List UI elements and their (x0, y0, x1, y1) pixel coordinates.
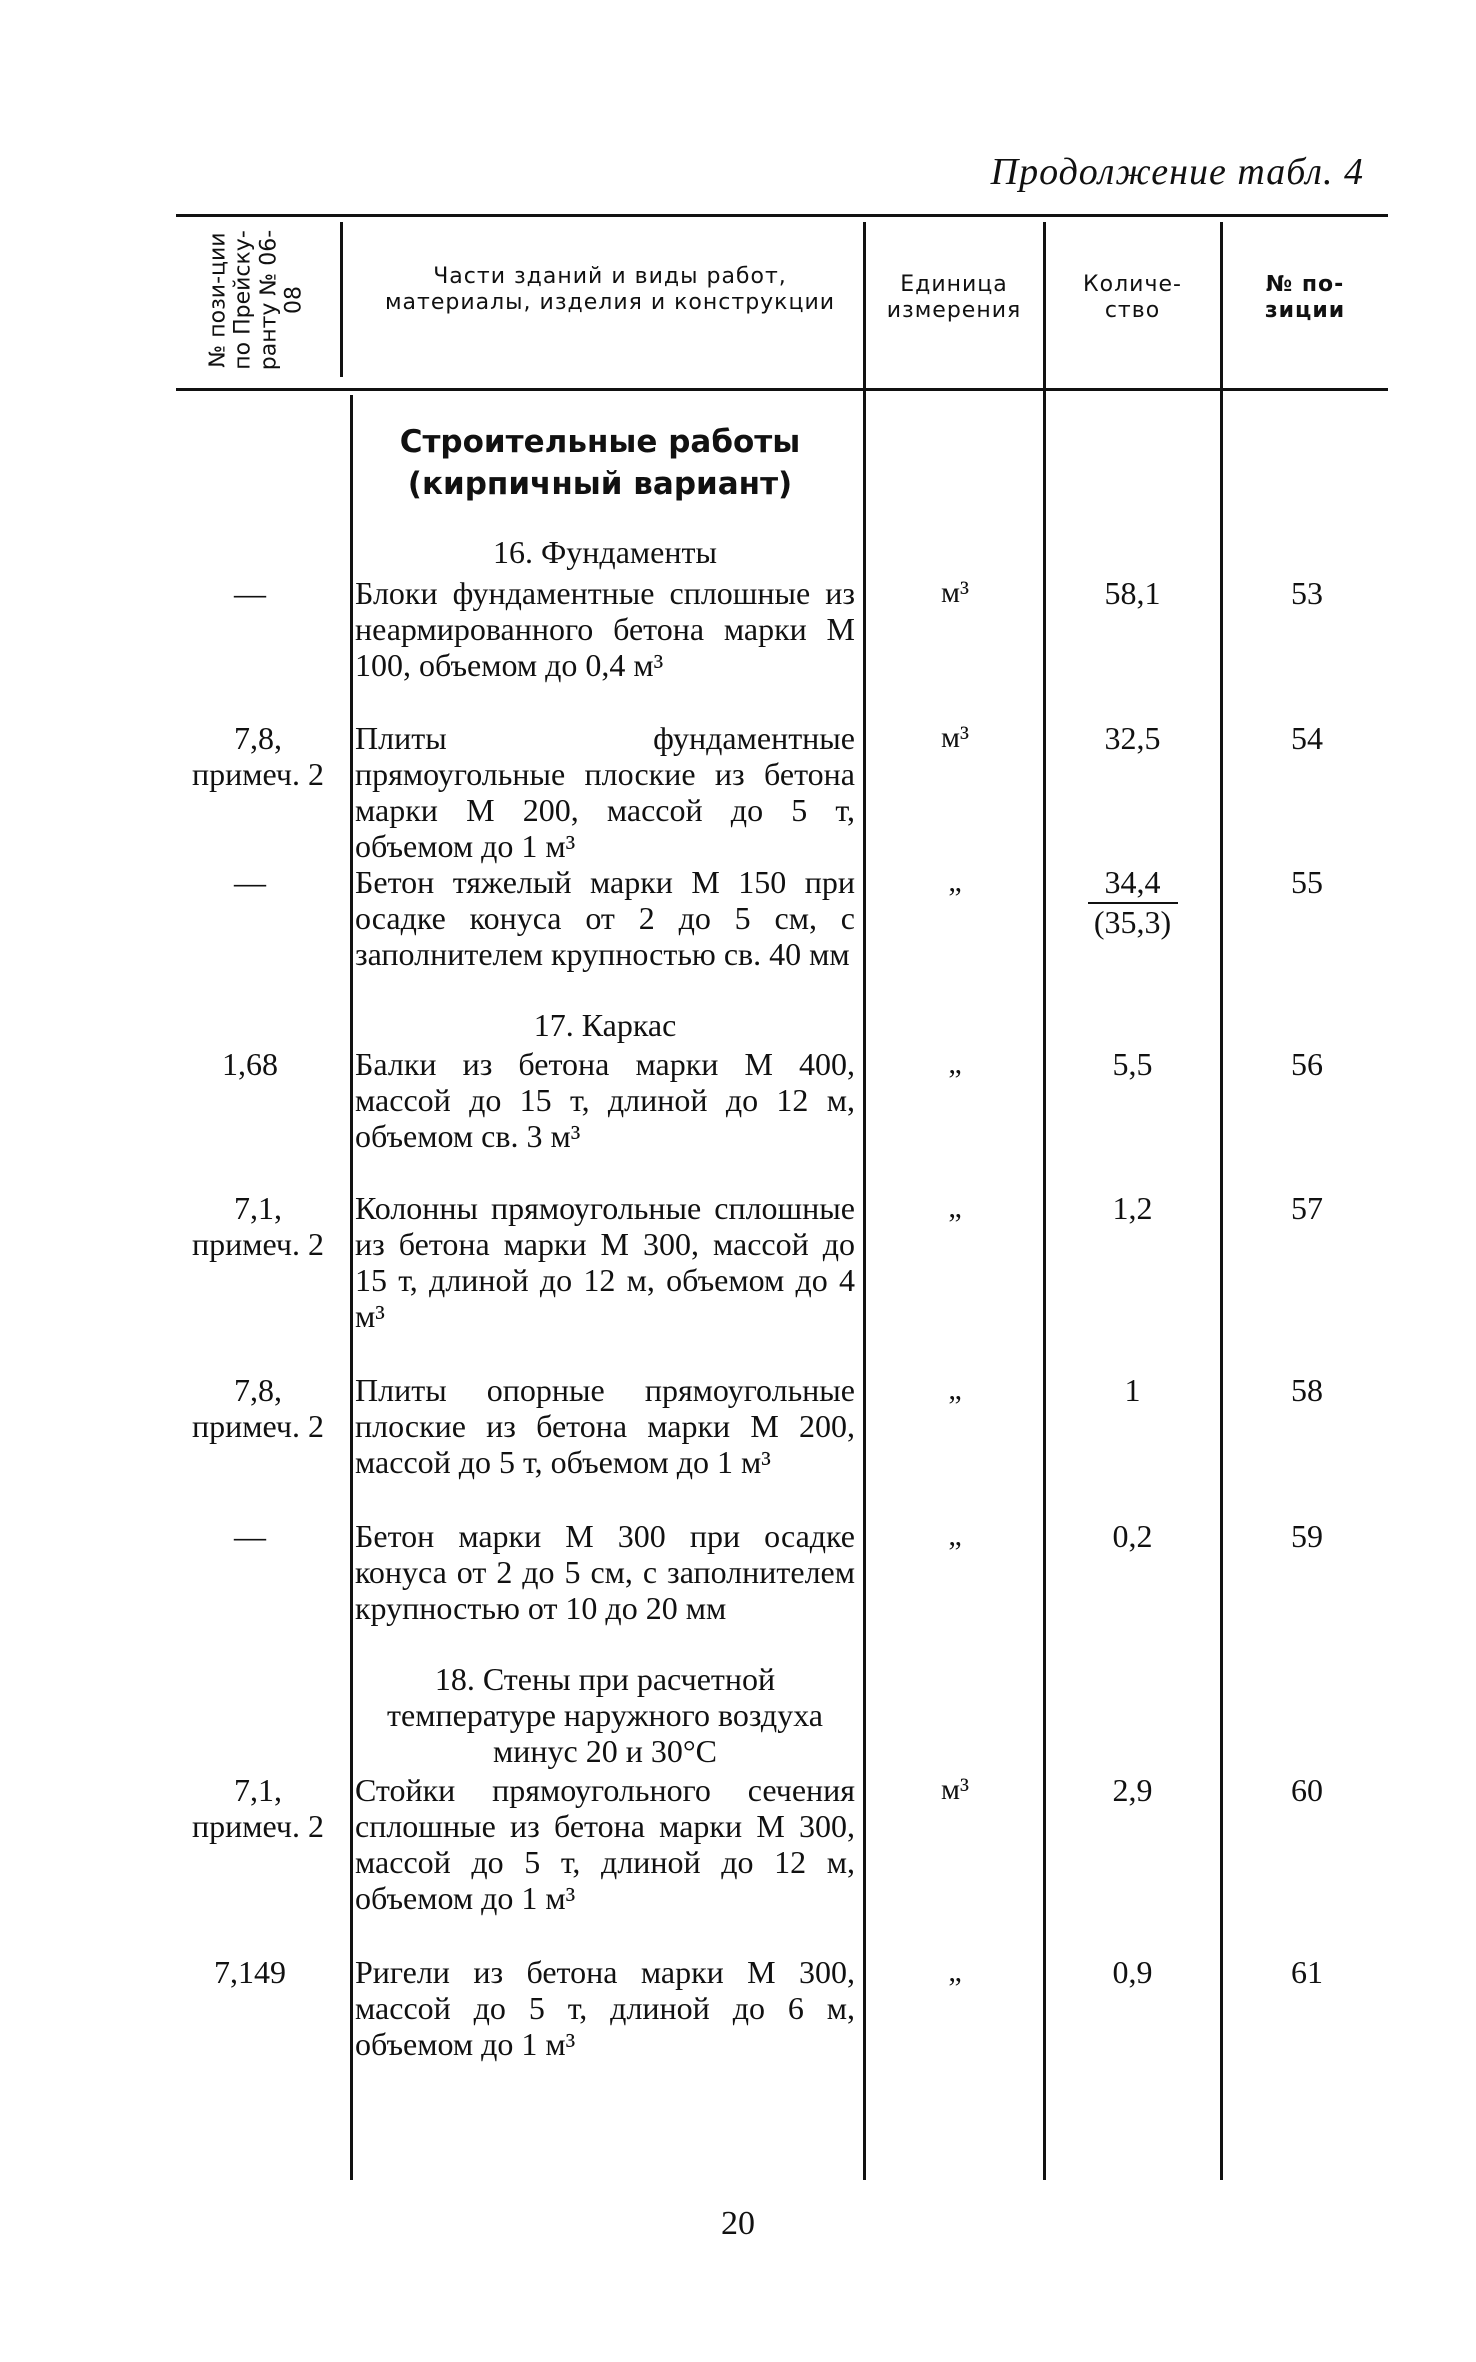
row-60-pos: 7,1, примеч. 2 (192, 1772, 324, 1844)
row-54-num: 54 (1291, 720, 1323, 756)
row-61-qty: 0,9 (1112, 1954, 1153, 1990)
row-56-qty: 5,5 (1112, 1046, 1153, 1082)
row-55-unit: „ (948, 865, 962, 898)
col-divider-1 (350, 395, 353, 2180)
row-55-pos: — (234, 864, 266, 900)
header-quantity: Количе-ство (1083, 272, 1182, 324)
row-59-pos: — (234, 1518, 266, 1554)
row-58-desc: Плиты опорные прямоугольные плоские из бетона марки М 200, массой до 5 т, объемом до 1 м³ (355, 1372, 855, 1480)
row-53-pos: — (234, 575, 266, 611)
row-59-qty: 0,2 (1112, 1518, 1153, 1554)
row-61-desc: Ригели из бетона марки М 300, массой до 5 т, длиной до 6 м, объемом до 1 м³ (355, 1954, 855, 2062)
row-61-unit: „ (948, 1955, 962, 1988)
row-57-desc: Колонны прямоугольные сплошные из бетона марки М 300, массой до 15 т, длиной до 12 м, объемом до 4 м³ (355, 1190, 855, 1334)
row-53-desc: Блоки фундаментные сплошные из неармированного бетона марки М 100, объемом до 0,4 м³ (355, 575, 855, 683)
row-56-unit: „ (948, 1047, 962, 1080)
row-54-qty: 32,5 (1104, 720, 1161, 756)
row-55-qty (1045, 864, 1220, 940)
row-61-pos: 7,149 (214, 1954, 286, 1990)
row-59-desc: Бетон марки М 300 при осадке конуса от 2 до 5 см, с заполнителем крупностью от 10 до 20 мм (355, 1518, 855, 1626)
header-position-pricelist-text: № пози-ции по Прейску-ранту № 06-08 (205, 229, 307, 370)
row-56-pos: 1,68 (222, 1046, 278, 1082)
table-top-rule (176, 214, 1388, 217)
row-58-unit: „ (948, 1373, 962, 1406)
subhead-walls: 18. Стены при расчетной температуре наружного воздуха минус 20 и 30°С (387, 1661, 823, 1769)
row-54-unit: м³ (941, 721, 969, 754)
header-position-pricelist (176, 222, 336, 377)
row-56-num: 56 (1291, 1046, 1323, 1082)
row-53-qty: 58,1 (1104, 575, 1161, 611)
row-55-desc: Бетон тяжелый марки М 150 при осадке конуса от 2 до 5 см, с заполнителем крупностью св. 40 мм (355, 864, 855, 972)
row-60-desc: Стойки прямоугольного сечения сплошные из бетона марки М 300, массой до 5 т, длиной до 12 м, объемом до 1 м³ (355, 1772, 855, 1916)
row-57-num: 57 (1291, 1190, 1323, 1226)
row-58-qty: 1 (1124, 1372, 1141, 1408)
subhead-frame: 17. Каркас (533, 1007, 677, 1043)
header-unit: Единица измерения (886, 272, 1022, 324)
row-60-unit: м³ (941, 1773, 969, 1806)
continuation-title: Продолжение табл. 4 (990, 151, 1364, 193)
row-59-unit: „ (948, 1519, 962, 1552)
row-61-num: 61 (1291, 1954, 1323, 1990)
row-57-pos: 7,1, примеч. 2 (192, 1190, 324, 1262)
page-number: 20 (721, 2205, 755, 2242)
subhead-foundations: 16. Фундаменты (493, 534, 717, 570)
section-title: Строительные работы (кирпичный вариант) (399, 424, 801, 502)
row-57-qty: 1,2 (1112, 1190, 1153, 1226)
row-53-num: 53 (1291, 575, 1323, 611)
row-58-pos: 7,8, примеч. 2 (192, 1372, 324, 1444)
col-divider-1-header (340, 222, 343, 377)
row-60-num: 60 (1291, 1772, 1323, 1808)
row-55-qty-alt: (35,3) (1088, 902, 1178, 940)
header-description: Части зданий и виды работ, материалы, изделия и конструкции (384, 264, 836, 316)
row-58-num: 58 (1291, 1372, 1323, 1408)
row-53-unit: м³ (941, 576, 969, 609)
row-55-num: 55 (1291, 864, 1323, 900)
row-60-qty: 2,9 (1112, 1772, 1153, 1808)
header-position-number: № по-зиции (1264, 272, 1346, 324)
row-55-qty-main: 34,4 (1104, 864, 1161, 900)
header-bottom-rule (176, 388, 1388, 391)
row-59-num: 59 (1291, 1518, 1323, 1554)
row-54-desc: Плиты фундаментные прямоугольные плоские из бетона марки М 200, массой до 5 т, объемом до 1 м³ (355, 720, 855, 864)
row-56-desc: Балки из бетона марки М 400, массой до 15 т, длиной до 12 м, объемом св. 3 м³ (355, 1046, 855, 1154)
row-57-unit: „ (948, 1191, 962, 1224)
row-54-pos: 7,8, примеч. 2 (192, 720, 324, 792)
